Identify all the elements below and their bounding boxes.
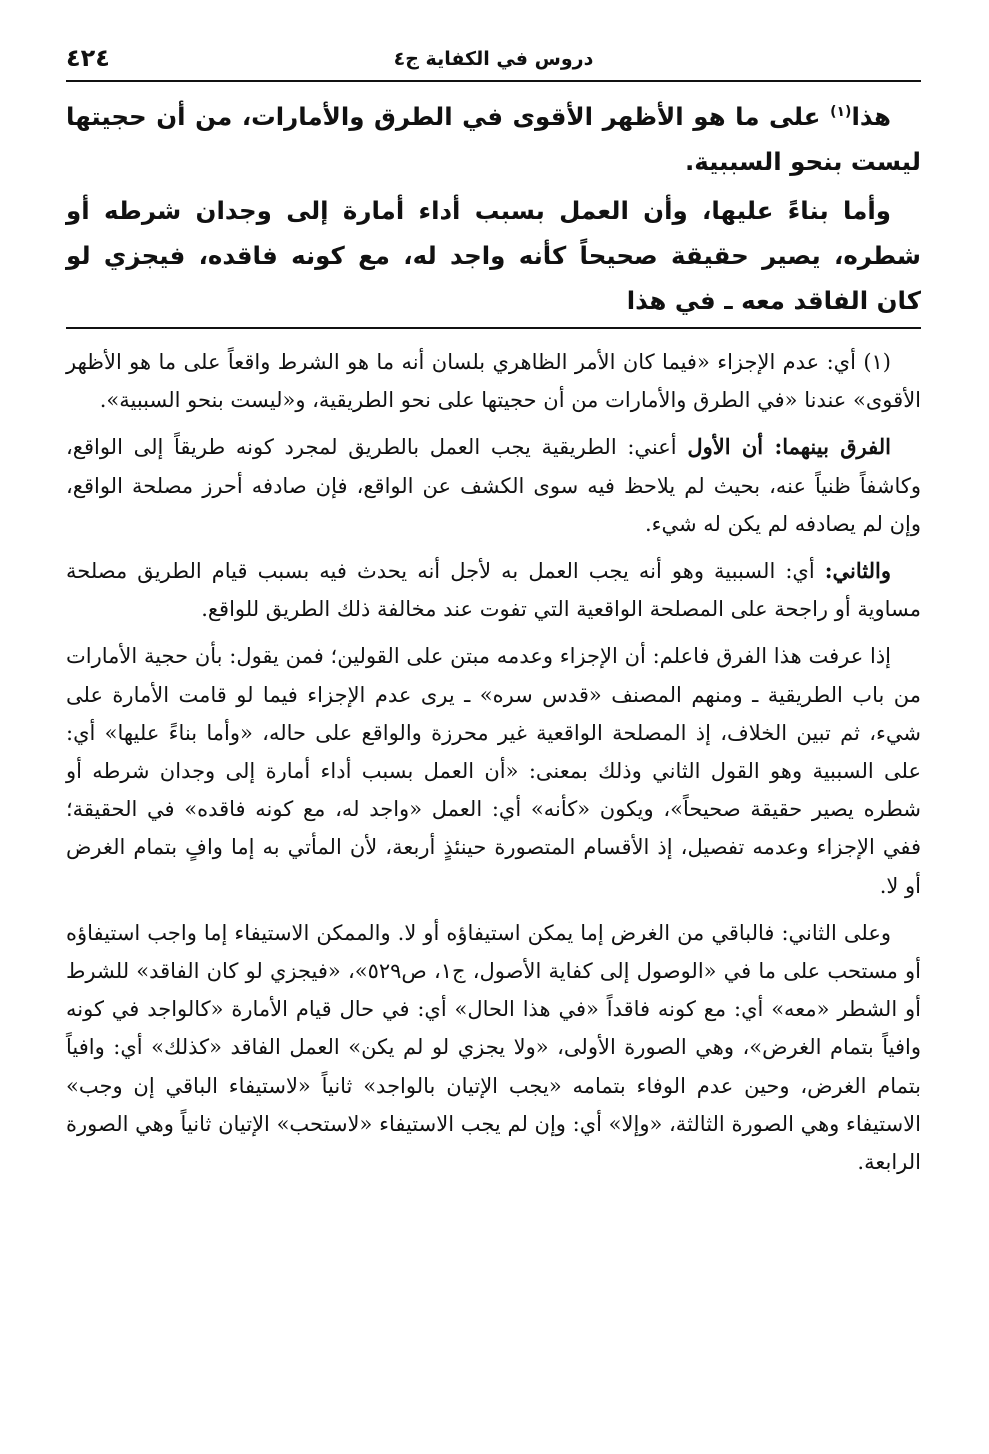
footnote-paragraph-second — [66, 552, 921, 628]
main-text — [66, 94, 921, 323]
book-page — [66, 40, 921, 1181]
main-paragraph-1-head: هذا — [851, 102, 891, 131]
difference-heading: الفرق بينهما: أن الأول — [687, 434, 891, 460]
footnote-marker: (١) — [830, 103, 852, 120]
second-body: أي: السببية وهو أنه يجب العمل به لأجل أنه يحدث فيه بسبب قيام الطريق مصلحة مساوية أو راجحة على المصلحة الواقعية التي تفوت عند مخالفة ذلك الطريق للواقع. — [66, 559, 921, 622]
difference-body: أعني: الطريقية يجب العمل بالطريق لمجرد كونه طريقاً إلى الواقع، وكاشفاً ظنياً عنه، بحيث لم يلاحظ فيه سوى الكشف عن الواقع، فإن صادفه أحرز مصلحة الواقع، وإن لم يصادفه لم يكن له شيء. — [66, 435, 922, 536]
book-title: دروس في الكفاية ج٤ — [393, 48, 594, 70]
main-paragraph-1-body: على ما هو الأظهر الأقوى في الطرق والأمارات، من أن حجيتها ليست بنحو السببية. — [66, 102, 921, 176]
second-heading: والثاني: — [824, 558, 891, 584]
footnote-1: (١) أي: عدم الإجزاء «فيما كان الأمر الظاهري بلسان أنه ما هو الشرط واقعاً على ما هو الأظهر الأقوى» عندنا «في الطرق والأمارات من أن حجيتها على نحو الطريقية، و«ليست بنحو السببية». — [66, 350, 921, 413]
main-paragraph-2: وأما بناءً عليها، وأن العمل بسبب أداء أمارة إلى وجدان شرطه أو شطره، يصير حقيقة صحيحاً كأنه واجد له، مع كونه فاقده، فيجزي لو كان الفاقد معه ـ في هذا — [66, 196, 921, 315]
page-number: ٤٢٤ — [66, 44, 110, 72]
running-header — [66, 40, 921, 82]
footnote-paragraph-cases: وعلى الثاني: فالباقي من الغرض إما يمكن استيفاؤه أو لا. والممكن الاستيفاء إما واجب استيفاؤه أو مستحب على ما في «الوصول إلى كفاية الأصول، ج١، ص٥٢٩»، «فيجزي لو كان الفاقد» للشرط أو الشطر «معه» أي: مع كونه فاقداً «في هذا الحال» أي: في حال قيام الأمارة «كالواجد في كونه وافياً بتمام الغرض»، وهي الصورة الأولى، «ولا يجزي لو لم يكن» العمل الفاقد «كذلك» أي: وافياً بتمام الغرض، وحين عدم الوفاء بتمامه «يجب الإتيان بالواجد» ثانياً «لاستيفاء الباقي إن وجب» الاستيفاء وهي الصورة الثالثة، «وإلا» أي: وإن لم يجب الاستيفاء «لاستحب» الإتيان ثانياً وهي الصورة الرابعة. — [66, 920, 921, 1175]
footnote-paragraph-conclusion: إذا عرفت هذا الفرق فاعلم: أن الإجزاء وعدمه مبتن على القولين؛ فمن يقول: بأن حجية الأمارات من باب الطريقية ـ ومنهم المصنف «قدس سره» ـ يرى عدم الإجزاء فيما لو قامت الأمارة على شيء، ثم تبين الخلاف، إذ المصلحة الواقعية غير محرزة والواقع على حاله، «وأما بناءً عليها» أي: على السببية وهو القول الثاني وذلك بمعنى: «أن العمل بسبب أداء أمارة إلى وجدان شرطه أو شطره يصير حقيقة صحيحاً»، ويكون «كأنه» أي: العمل «واجد له، مع كونه فاقده» في الحقيقة؛ ففي الإجزاء وعدمه تفصيل، إذ الأقسام المتصورة حينئذٍ أربعة، لأن المأتي به إما وافٍ بتمام الغرض أو لا. — [66, 644, 921, 898]
main-paragraph-1 — [66, 94, 921, 184]
footnote-paragraph-difference — [66, 428, 921, 543]
footnote-divider — [66, 327, 921, 329]
footnotes — [66, 343, 921, 1181]
